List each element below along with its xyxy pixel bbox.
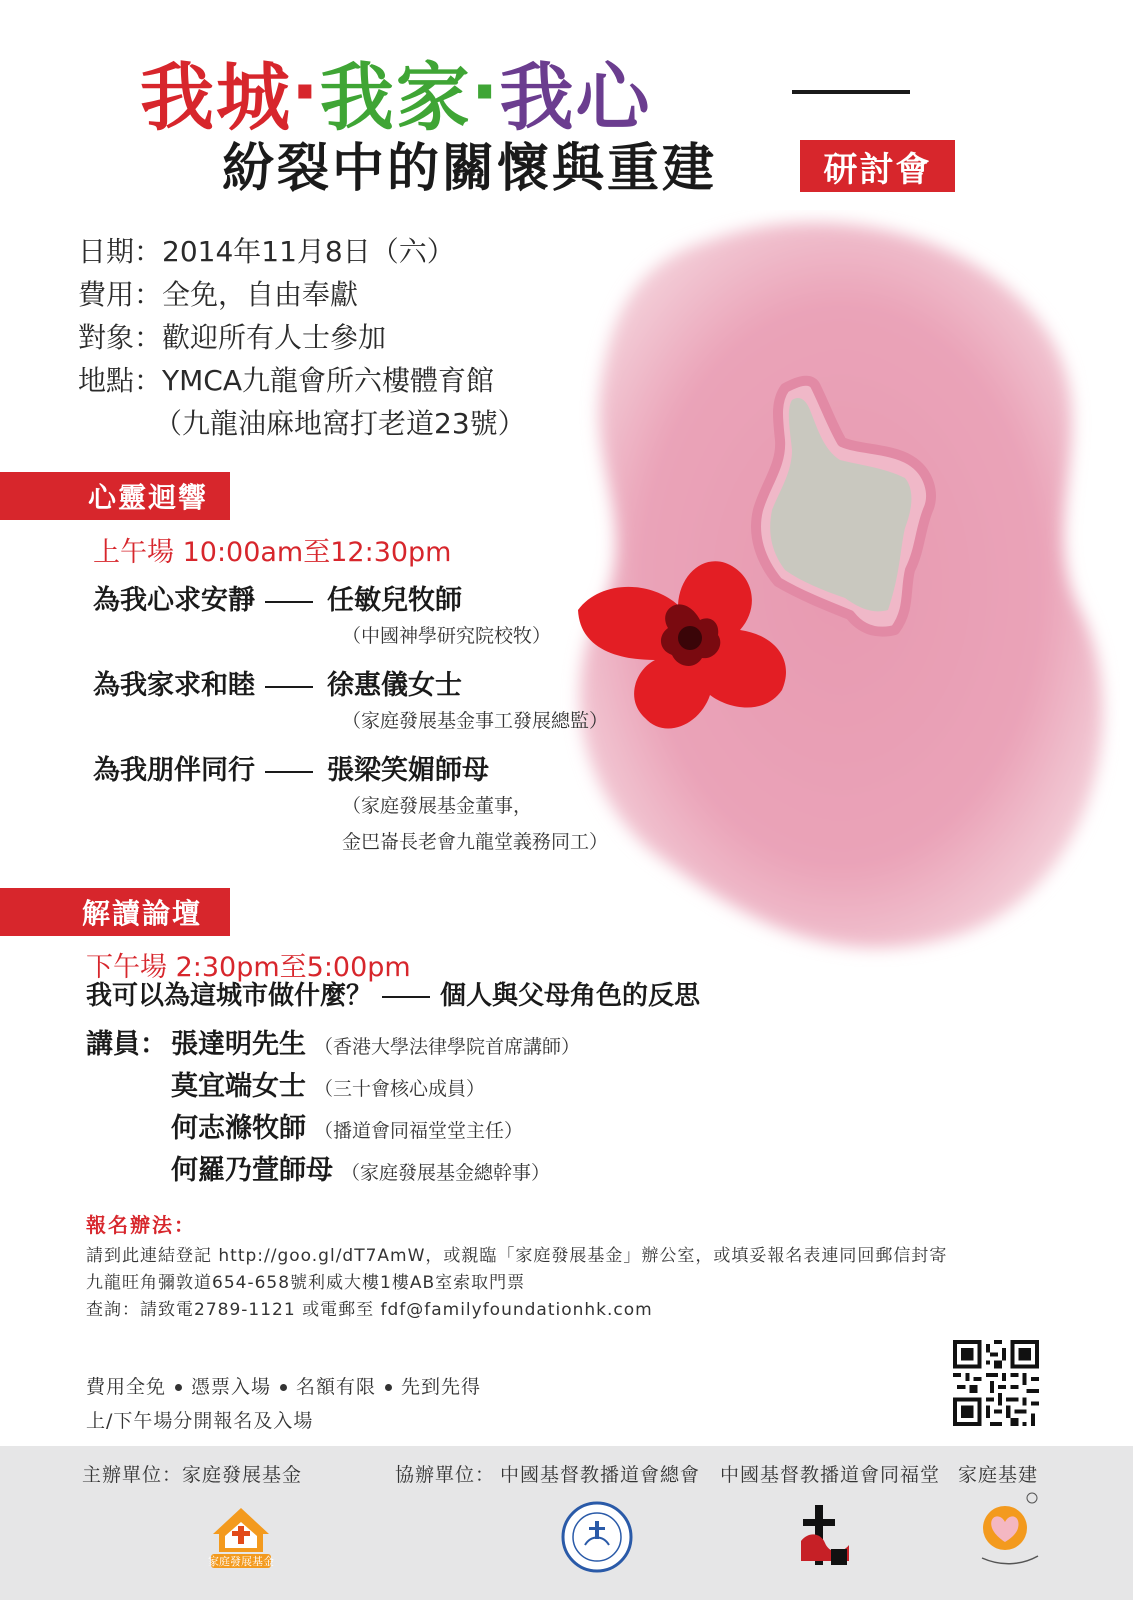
panelist-note: （播道會同福堂堂主任） bbox=[314, 1120, 524, 1142]
note-separate-registration: 上/下午場分開報名及入場 bbox=[86, 1410, 314, 1432]
talk-3 bbox=[93, 748, 489, 787]
talk-speaker: 任敏兒牧師 bbox=[327, 585, 462, 616]
audience-label: 對象： bbox=[78, 321, 163, 354]
panelist-name: 莫宜端女士 bbox=[171, 1071, 306, 1102]
panelist-name: 何志滌牧師 bbox=[171, 1113, 306, 1144]
date-row bbox=[78, 230, 526, 273]
date-label: 日期： bbox=[78, 235, 163, 268]
dash-line bbox=[265, 771, 313, 773]
admission-notes bbox=[86, 1370, 481, 1438]
afternoon-section-bar: 解讀論壇 bbox=[0, 888, 230, 936]
registration-address: 九龍旺角彌敦道654-658號利威大樓1樓AB室索取門票 bbox=[86, 1273, 526, 1293]
venue-value: YMCA九龍會所六樓體育館 bbox=[162, 364, 494, 397]
forum-question bbox=[86, 975, 700, 1012]
organizer-text: 主辦單位：家庭發展基金 bbox=[82, 1464, 303, 1486]
co-organizer-1: 中國基督教播道會總會 bbox=[500, 1464, 701, 1486]
qr-code-icon[interactable] bbox=[953, 1340, 1039, 1426]
dash-line bbox=[265, 686, 313, 688]
note-item: 先到先得 bbox=[401, 1376, 482, 1398]
afternoon-session-time: 下午場 2:30pm至5:00pm bbox=[86, 952, 411, 983]
talk-speaker-note: 金巴崙長老會九龍堂義務同工） bbox=[342, 831, 609, 853]
bullet-icon bbox=[280, 1384, 287, 1391]
talk-speaker: 徐惠儀女士 bbox=[327, 670, 462, 701]
dash-line bbox=[265, 601, 313, 603]
panelist-row bbox=[86, 1109, 580, 1151]
talk-speaker: 張梁笑媚師母 bbox=[327, 755, 489, 786]
panelist-row bbox=[86, 1067, 580, 1109]
panelist-note: （家庭發展基金總幹事） bbox=[341, 1162, 551, 1184]
panelist-note: （三十會核心成員） bbox=[314, 1078, 486, 1100]
talk-speaker-note: （家庭發展基金事工發展總監） bbox=[342, 710, 609, 732]
family-heartware-logo bbox=[970, 1486, 1050, 1576]
title-dash bbox=[792, 90, 910, 94]
title-part2: 我家 bbox=[319, 55, 472, 141]
title-part1: 我城 bbox=[140, 55, 292, 141]
date-value: 2014年11月8日（六） bbox=[162, 235, 455, 268]
seminar-badge: 研討會 bbox=[800, 140, 955, 192]
talk-topic: 為我心求安靜 bbox=[93, 585, 255, 616]
efcc-seal-logo bbox=[561, 1501, 633, 1573]
audience-row bbox=[78, 316, 526, 359]
fee-row bbox=[78, 273, 526, 316]
talk-1 bbox=[93, 578, 462, 617]
registration-line[interactable]: 請到此連結登記 http://goo.gl/dT7AmW，或親臨「家庭發展基金」辦公室，或填妥報名表連同回郵信封寄 bbox=[86, 1246, 948, 1266]
forum-question-main: 我可以為這城市做什麼？ bbox=[86, 981, 373, 1011]
panelist-row bbox=[86, 1025, 580, 1067]
panelist-row bbox=[86, 1151, 580, 1193]
fee-label: 費用： bbox=[78, 278, 163, 311]
church-logo bbox=[795, 1501, 855, 1573]
family-foundation-logo-caption: 家庭發展基金 bbox=[208, 1555, 274, 1568]
talk-2 bbox=[93, 663, 462, 702]
panelist-note: （香港大學法律學院首席講師） bbox=[314, 1036, 581, 1058]
family-foundation-logo bbox=[205, 1498, 277, 1570]
registration-info bbox=[86, 1212, 947, 1324]
note-item: 名額有限 bbox=[296, 1376, 377, 1398]
panelist-name: 張達明先生 bbox=[171, 1029, 306, 1060]
panelist-name: 何羅乃萱師母 bbox=[171, 1155, 333, 1186]
talk-topic: 為我朋伴同行 bbox=[93, 755, 255, 786]
notes-row bbox=[86, 1370, 481, 1404]
bullet-icon bbox=[175, 1384, 182, 1391]
panel-label: 講員： bbox=[86, 1029, 167, 1060]
venue-label: 地點： bbox=[78, 364, 163, 397]
note-item: 憑票入場 bbox=[191, 1376, 272, 1398]
title-dot: ‧ bbox=[471, 49, 500, 135]
audience-value: 歡迎所有人士參加 bbox=[162, 321, 387, 354]
subtitle: 紛裂中的關懷與重建 bbox=[222, 138, 718, 199]
dash-line bbox=[382, 996, 430, 998]
title-part3: 我心 bbox=[499, 55, 652, 141]
registration-heading: 報名辦法： bbox=[86, 1213, 196, 1237]
talk-speaker-note: （中國神學研究院校牧） bbox=[342, 625, 552, 647]
talk-speaker-note: （家庭發展基金董事， bbox=[342, 795, 533, 817]
title-dot: ‧ bbox=[292, 49, 320, 135]
event-info bbox=[78, 230, 526, 445]
morning-section-bar: 心靈迴響 bbox=[0, 472, 230, 520]
panelists bbox=[86, 1025, 580, 1193]
talk-topic: 為我家求和睦 bbox=[93, 670, 255, 701]
pink-heart-flower-image bbox=[560, 210, 1120, 970]
footer bbox=[0, 1446, 1133, 1600]
forum-question-sub: 個人與父母角色的反思 bbox=[440, 981, 701, 1011]
co-organizer-3: 家庭基建 bbox=[958, 1464, 1039, 1486]
note-item: 費用全免 bbox=[86, 1376, 167, 1398]
fee-value: 全免，自由奉獻 bbox=[162, 278, 359, 311]
enquiry-line[interactable]: 查詢：請致電2789-1121 或電郵至 fdf@familyfoundationhk.com bbox=[86, 1300, 653, 1320]
morning-session-time: 上午場 10:00am至12:30pm bbox=[93, 537, 452, 568]
co-organizer-2: 中國基督教播道會同福堂 bbox=[720, 1464, 941, 1486]
bullet-icon bbox=[385, 1384, 392, 1391]
venue-row bbox=[78, 359, 526, 402]
venue-address: （九龍油麻地窩打老道23號） bbox=[154, 407, 526, 440]
co-organizer-label: 協辦單位： bbox=[395, 1464, 496, 1486]
